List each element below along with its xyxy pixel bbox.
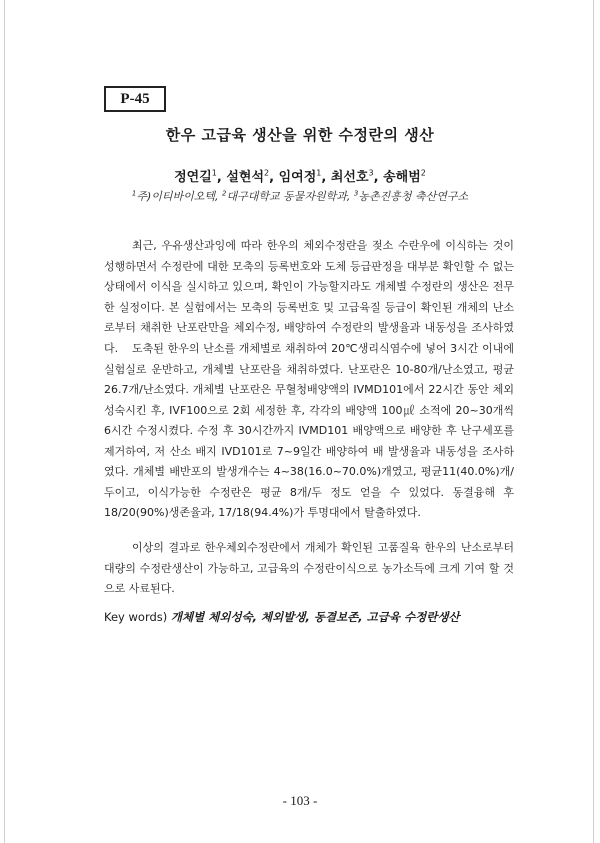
affiliations (0, 188, 600, 204)
keywords-terms: 개체별 체외성숙, 체외발생, 동결보존, 고급육 수정란생산 (170, 610, 460, 624)
author-list: 정연길$^1$, 설현석$^2$, 임여정$^1$, 최선호$^3$, 송해범$^2$ (174, 168, 426, 185)
abstract-paragraph-methods: 도축된 한우의 난소를 개체별로 채취하여 20℃생리식염수에 넣어 3시간 이내에 실험실로 운반하고, 개체별 난포란을 채취하였다. 난포란은 10-80개/난소였고, 평균 26.7개/난소였다. 개체별 난포란은 무혈청배양액의 IVMD101에서 22시간 동안 체외성숙시킨 후, IVF100으로 2회 세정한 후, 각각의 배양액 100㎕ 소적에 20~30개씩 6시간 수정시켰다. 수정 후 30시간까지 IVMD101 배양액으로 배양한 후 난구세포를 제거하여, 저 산소 배지 IVD101로 7~9일간 배양하여 배 발생율과 내동성을 조사하였다. 개체별 배반포의 발생개수는 4~38(16.0~70.0%)개였고, 평균11(40.0%)개/두이고, 이식가능한 수정란은 평균 8개/두 정도 얻을 수 있었다. 동결융해 후 18/20(90%)생존율과, 17/18(94.4%)가 투명대에서 탈출하였다. (104, 342, 514, 519)
author-name: 정연길 (174, 170, 212, 185)
affil-mark: 3 (353, 189, 359, 198)
affil-mark: 1 (131, 189, 137, 198)
keywords-line (104, 609, 524, 625)
author-name: 설현석 (226, 170, 265, 185)
author-affil-mark: 1 (316, 168, 322, 178)
abstract-paragraph-intro: 최근, 우유생산과잉에 따라 한우의 체외수정란을 젖소 수란우에 이식하는 것이 성행하면서 수정란에 대한 모축의 등록번호와 도체 등급판정을 대부분 확인할 수 없는 상태에서 이식을 실시하고 있으며, 확인이 가능할지라도 개체별 수정란의 생산은 전무한 실정이다. 본 실험에서는 모축의 등록번호 및 고급육질 등급이 확인된 개체의 난소로부터 채취한 난포란만을 체외수정, 배양하여 수정란의 발생율과 내동성을 조사하였다. (104, 239, 514, 355)
poster-id-box: P-45 (104, 86, 166, 112)
author-name: 송해범 (383, 170, 421, 185)
author-affil-mark: 2 (264, 168, 270, 178)
affiliation-text: 대구대학교 동물자원학과, (226, 190, 354, 203)
author-affil-mark: 2 (420, 168, 426, 178)
author-affil-mark: 1 (211, 168, 217, 178)
author-name: 최선호 (330, 170, 369, 185)
paper-title: 한우 고급육 생산을 위한 수정란의 생산 (165, 126, 435, 144)
author-name: 임여정 (278, 170, 317, 185)
affiliation-text: 농촌진흥청 축산연구소 (358, 190, 469, 203)
author-affil-mark: 3 (368, 168, 374, 178)
page-number: - 103 - (282, 793, 318, 808)
affil-mark: 2 (222, 189, 227, 198)
keywords-label: Key words) (104, 610, 171, 624)
affiliation-text: 주)이티바이오텍, (136, 190, 223, 203)
abstract-paragraph-conclusion: 이상의 결과로 한우체외수정란에서 개체가 확인된 고품질육 한우의 난소로부터 대량의 수정란생산이 가능하고, 고급육의 수정란이식으로 농가소득에 크게 기여 할 것으로 사료된다. (104, 541, 514, 595)
